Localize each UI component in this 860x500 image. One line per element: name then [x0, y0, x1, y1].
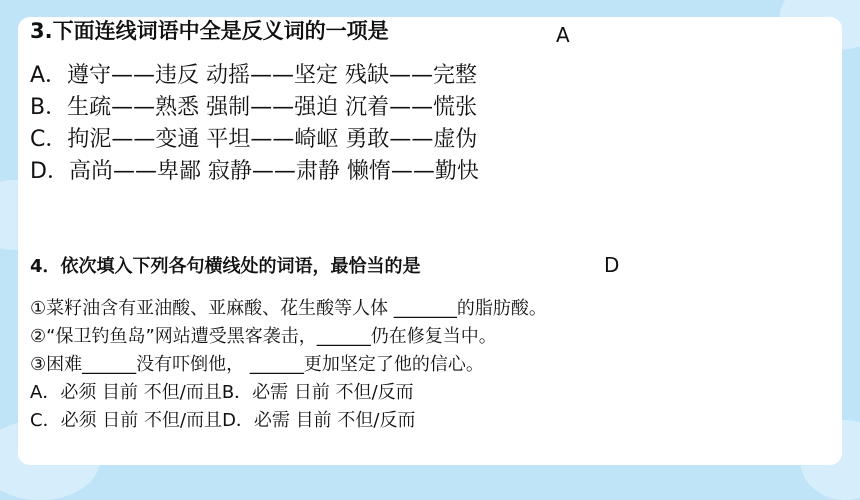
q4-answer: D [604, 253, 620, 277]
q3-option-b: B．生疏——熟悉 强制——强迫 沉着——慌张 [30, 95, 478, 120]
q4-sentence-1: ①菜籽油含有亚油酸、亚麻酸、花生酸等人体 _______的脂肪酸。 [30, 298, 547, 319]
q3-title: 3.下面连线词语中全是反义词的一项是 [30, 19, 389, 43]
q4-sentence-2: ②“保卫钓鱼岛”网站遭受黑客袭击，______仍在修复当中。 [30, 326, 497, 347]
q4-option-cd: C．必须 日前 不但/而且D．必需 目前 不但/反而 [30, 410, 416, 431]
question-card [18, 17, 842, 465]
q3-option-a: A．遵守——违反 动摇——坚定 残缺——完整 [30, 63, 478, 88]
q4-option-ab: A．必须 目前 不但/而且B．必需 日前 不但/反而 [30, 382, 414, 403]
q3-answer: A [556, 23, 570, 47]
q3-option-c: C．拘泥——变通 平坦——崎岖 勇敢——虚伪 [30, 127, 478, 152]
q4-title: 4．依次填入下列各句横线处的词语，最恰当的是 [30, 256, 421, 277]
q3-option-d: D．高尚——卑鄙 寂静——肃静 懒惰——勤快 [30, 159, 479, 184]
q4-sentence-3: ③困难______没有吓倒他， ______更加坚定了他的信心。 [30, 354, 484, 375]
